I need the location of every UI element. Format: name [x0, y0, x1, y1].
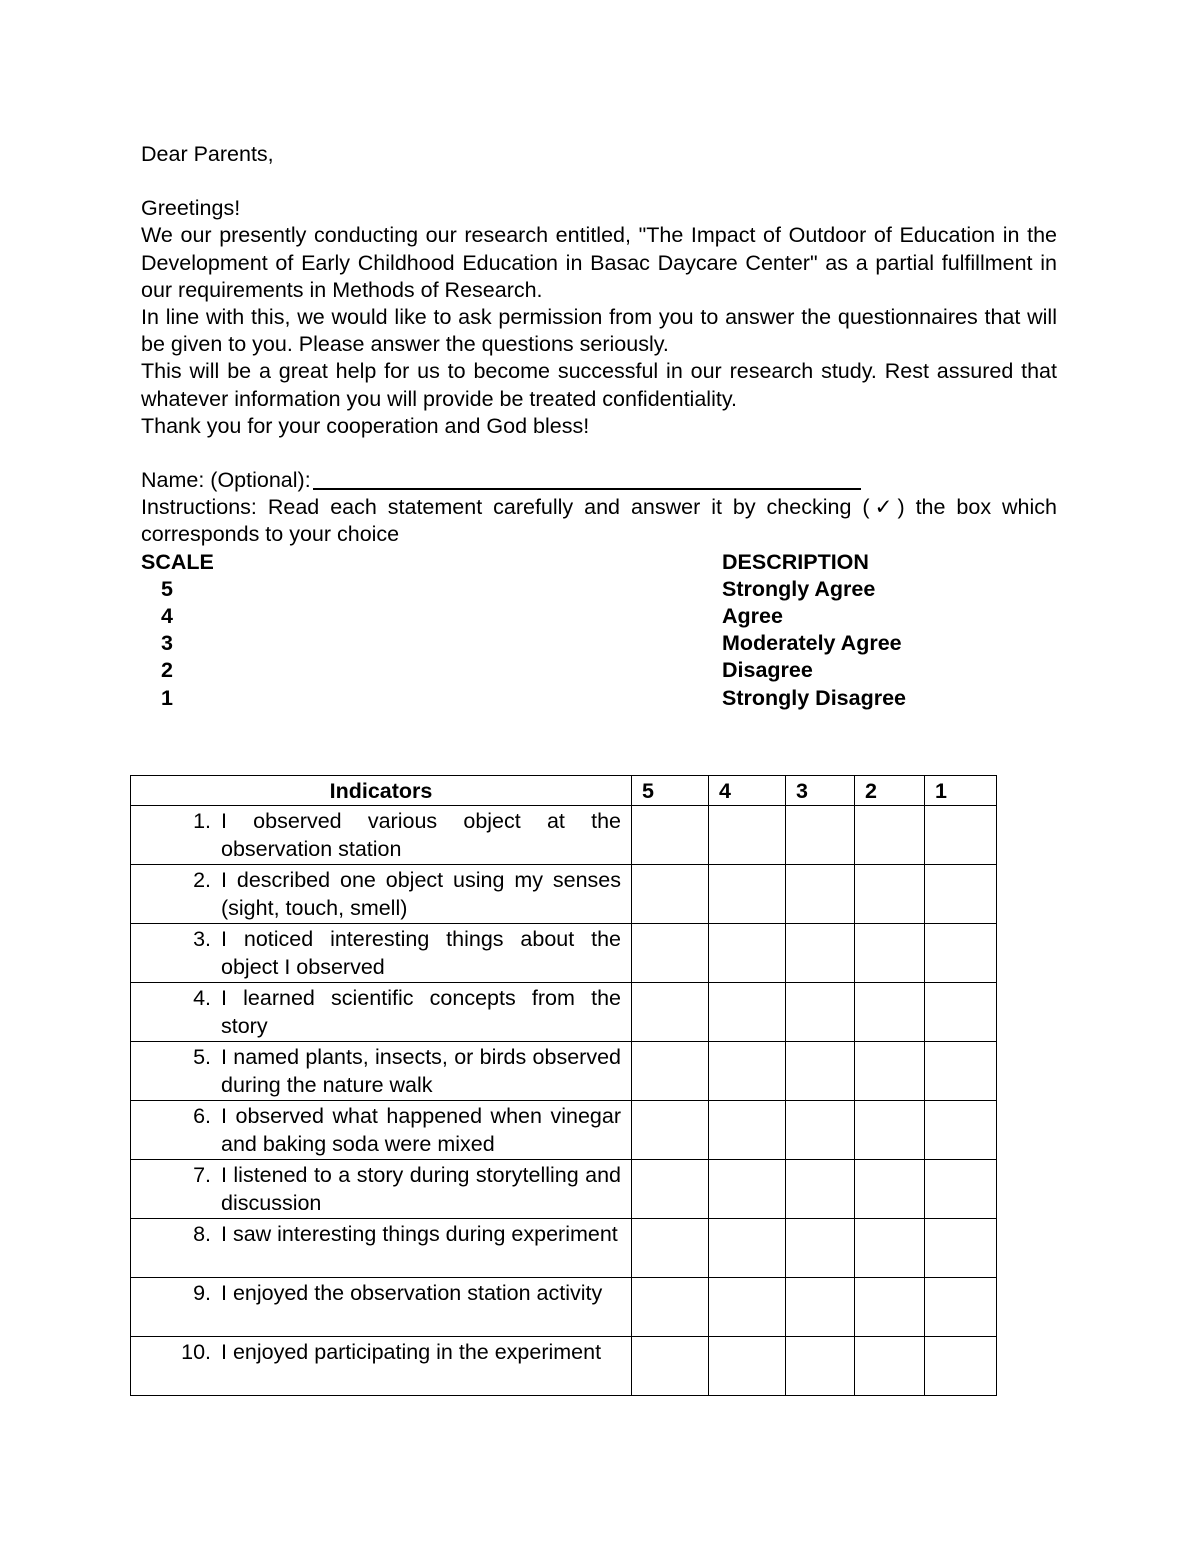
scale-header [141, 549, 1057, 576]
rating-box-2[interactable] [855, 1337, 925, 1396]
indicator-number: 1. [193, 809, 211, 833]
rating-box-5[interactable] [632, 924, 709, 983]
questionnaire-table [130, 775, 997, 1396]
rating-box-5[interactable] [632, 1337, 709, 1396]
indicators-header: Indicators [131, 776, 632, 806]
scale-description: Moderately Agree [722, 631, 902, 656]
table-row [131, 1278, 997, 1337]
rating-box-4[interactable] [709, 1160, 786, 1219]
rating-box-2[interactable] [855, 983, 925, 1042]
scale-value: 1 [161, 685, 173, 710]
rating-box-1[interactable] [925, 1219, 997, 1278]
scale-description: Strongly Agree [722, 576, 876, 601]
indicator-number: 9. [193, 1281, 211, 1305]
rating-box-1[interactable] [925, 1337, 997, 1396]
column-header-1: 1 [925, 776, 997, 806]
indicator-number: 8. [193, 1222, 211, 1246]
rating-box-1[interactable] [925, 1160, 997, 1219]
indicator-cell [131, 983, 632, 1042]
rating-box-3[interactable] [786, 1337, 855, 1396]
rating-box-3[interactable] [786, 806, 855, 865]
scale-header-label: SCALE [141, 549, 214, 574]
scale-row [141, 630, 1057, 657]
indicator-text: I learned scientific concepts from the story [221, 986, 621, 1038]
indicator-cell [131, 865, 632, 924]
column-header-4: 4 [709, 776, 786, 806]
indicator-number: 4. [193, 986, 211, 1010]
rating-box-4[interactable] [709, 806, 786, 865]
name-input-line[interactable] [313, 468, 861, 490]
indicator-number: 6. [193, 1104, 211, 1128]
instructions: Instructions: Read each statement carefully and answer it by checking (✓) the box which corresponds to your choice [141, 495, 1057, 547]
indicator-text: I described one object using my senses (sight, touch, smell) [221, 868, 621, 920]
rating-box-4[interactable] [709, 983, 786, 1042]
rating-box-4[interactable] [709, 865, 786, 924]
rating-box-4[interactable] [709, 1101, 786, 1160]
rating-box-5[interactable] [632, 1160, 709, 1219]
rating-box-2[interactable] [855, 1160, 925, 1219]
indicator-text: I enjoyed participating in the experiment [221, 1340, 602, 1364]
table-row [131, 1337, 997, 1396]
rating-box-2[interactable] [855, 1042, 925, 1101]
salutation: Dear Parents, [141, 142, 274, 166]
rating-box-3[interactable] [786, 1219, 855, 1278]
table-header-row [131, 776, 997, 806]
scale-row [141, 657, 1057, 684]
rating-box-4[interactable] [709, 1278, 786, 1337]
indicator-number: 10. [181, 1340, 211, 1364]
table-row [131, 1219, 997, 1278]
rating-box-2[interactable] [855, 1219, 925, 1278]
rating-box-4[interactable] [709, 1337, 786, 1396]
scale-value: 2 [161, 658, 173, 683]
indicator-text: I observed what happened when vinegar and baking soda were mixed [221, 1104, 621, 1156]
column-header-2: 2 [855, 776, 925, 806]
name-field-row [141, 467, 1057, 494]
rating-box-1[interactable] [925, 1278, 997, 1337]
column-header-5: 5 [632, 776, 709, 806]
table-row [131, 924, 997, 983]
rating-box-5[interactable] [632, 865, 709, 924]
paragraph-confidentiality: This will be a great help for us to become successful in our research study. Rest assured that whatever information you will provide be treated confidentiality. [141, 359, 1057, 411]
indicator-number: 3. [193, 927, 211, 951]
scale-description: Agree [722, 604, 783, 629]
indicator-cell [131, 1160, 632, 1219]
rating-box-1[interactable] [925, 924, 997, 983]
table-row [131, 865, 997, 924]
rating-box-3[interactable] [786, 1278, 855, 1337]
rating-box-2[interactable] [855, 865, 925, 924]
rating-box-5[interactable] [632, 1042, 709, 1101]
rating-box-3[interactable] [786, 924, 855, 983]
indicator-number: 2. [193, 868, 211, 892]
rating-box-5[interactable] [632, 983, 709, 1042]
indicator-cell [131, 1278, 632, 1337]
scale-description: Disagree [722, 658, 813, 683]
indicator-number: 7. [193, 1163, 211, 1187]
rating-box-3[interactable] [786, 865, 855, 924]
rating-box-4[interactable] [709, 1219, 786, 1278]
indicator-cell [131, 1042, 632, 1101]
indicator-cell [131, 1101, 632, 1160]
rating-box-2[interactable] [855, 1278, 925, 1337]
scale-value: 5 [161, 576, 173, 601]
indicator-cell [131, 806, 632, 865]
table-row [131, 806, 997, 865]
table-row [131, 1042, 997, 1101]
indicator-number: 5. [193, 1045, 211, 1069]
indicator-cell [131, 1337, 632, 1396]
rating-box-2[interactable] [855, 1101, 925, 1160]
rating-box-5[interactable] [632, 806, 709, 865]
greeting: Greetings! [141, 196, 241, 221]
indicator-cell [131, 924, 632, 983]
rating-box-3[interactable] [786, 1042, 855, 1101]
rating-box-5[interactable] [632, 1219, 709, 1278]
paragraph-permission: In line with this, we would like to ask permission from you to answer the questionnaires that will be given to you. Please answer the questions seriously. [141, 305, 1057, 357]
rating-box-1[interactable] [925, 865, 997, 924]
indicator-text: I listened to a story during storytelling and discussion [221, 1163, 621, 1215]
indicator-text: I saw interesting things during experiment [221, 1222, 618, 1246]
table-row [131, 1160, 997, 1219]
rating-box-1[interactable] [925, 1101, 997, 1160]
table-row [131, 1101, 997, 1160]
closing: Thank you for your cooperation and God bless! [141, 413, 590, 438]
indicator-text: I noticed interesting things about the object I observed [221, 927, 621, 979]
rating-box-3[interactable] [786, 1160, 855, 1219]
scale-value: 3 [161, 631, 173, 656]
column-header-3: 3 [786, 776, 855, 806]
rating-box-1[interactable] [925, 983, 997, 1042]
scale-value: 4 [161, 604, 173, 629]
scale-description: Strongly Disagree [722, 685, 906, 710]
rating-box-3[interactable] [786, 983, 855, 1042]
scale-row [141, 603, 1057, 630]
indicator-text: I enjoyed the observation station activity [221, 1281, 603, 1305]
name-label: Name: (Optional): [141, 468, 311, 493]
rating-box-3[interactable] [786, 1101, 855, 1160]
scale-legend [141, 549, 1057, 712]
rating-box-4[interactable] [709, 1042, 786, 1101]
indicator-cell [131, 1219, 632, 1278]
description-header-label: DESCRIPTION [722, 549, 869, 574]
indicator-text: I named plants, insects, or birds observed during the nature walk [221, 1045, 621, 1097]
scale-row [141, 576, 1057, 603]
rating-box-5[interactable] [632, 1278, 709, 1337]
rating-box-1[interactable] [925, 806, 997, 865]
rating-box-2[interactable] [855, 924, 925, 983]
rating-box-5[interactable] [632, 1101, 709, 1160]
indicator-text: I observed various object at the observation station [221, 809, 621, 861]
paragraph-research: We our presently conducting our research entitled, "The Impact of Outdoor of Education in the Development of Early Childhood Education in Basac Daycare Center" as a partial fulfillment in our requirements in Methods of Research. [141, 223, 1057, 302]
rating-box-1[interactable] [925, 1042, 997, 1101]
letter-body [141, 141, 1057, 712]
scale-row [141, 685, 1057, 712]
rating-box-2[interactable] [855, 806, 925, 865]
rating-box-4[interactable] [709, 924, 786, 983]
table-row [131, 983, 997, 1042]
